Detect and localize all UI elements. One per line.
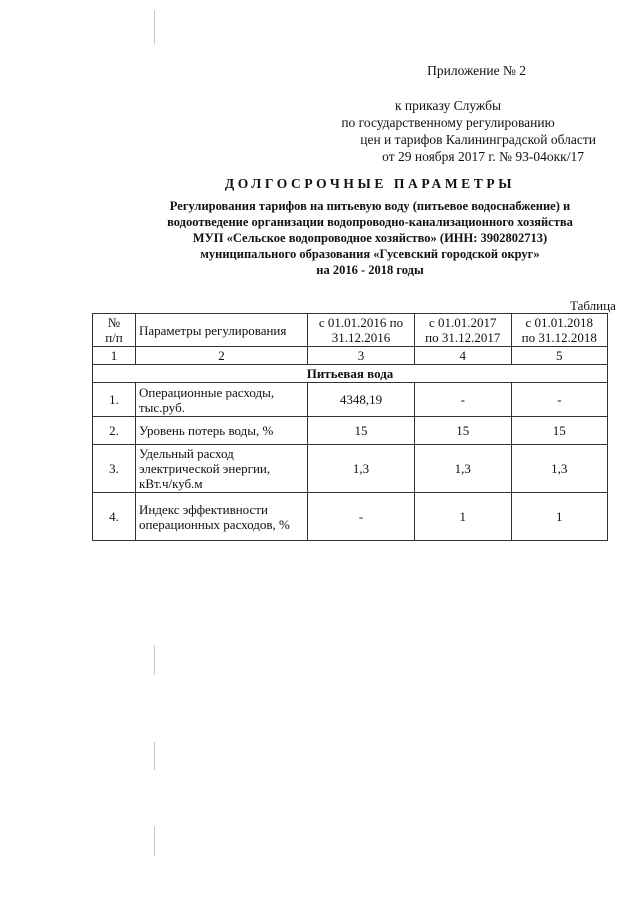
row-parameter: Уровень потерь воды, %: [136, 417, 308, 445]
document-title: ДОЛГОСРОЧНЫЕ ПАРАМЕТРЫ: [224, 176, 516, 191]
row-value-2016: 1,3: [308, 445, 415, 493]
row-value-2016: 15: [308, 417, 415, 445]
appendix-line: к приказу Службы: [394, 98, 502, 113]
row-value-2017: -: [415, 383, 511, 417]
row-number: 3.: [93, 445, 136, 493]
row-value-2018: 15: [511, 417, 607, 445]
scan-artifact-line: [154, 10, 155, 44]
table-row: [93, 417, 608, 445]
appendix-line: цен и тарифов Калининградской области: [360, 132, 596, 147]
row-value-2017: 1,3: [415, 445, 511, 493]
appendix-line: по государственному регулированию: [341, 115, 555, 130]
subtitle-line: Регулирования тарифов на питьевую воду (питьевое водоснабжение) и: [169, 199, 571, 213]
subtitle-line: на 2016 - 2018 годы: [316, 263, 424, 277]
row-parameter: Удельный расход электрической энергии, кВт.ч/куб.м: [136, 445, 308, 493]
row-value-2016: -: [308, 493, 415, 541]
table-header-row: [93, 314, 608, 347]
appendix-block: [300, 62, 596, 165]
table-row: [93, 445, 608, 493]
row-value-2017: 1: [415, 493, 511, 541]
column-index: 3: [308, 347, 415, 365]
column-index: 5: [511, 347, 607, 365]
parameters-table: [92, 313, 608, 541]
section-row: [93, 365, 608, 383]
header-parameter: Параметры регулирования: [136, 314, 308, 347]
header-number: № п/п: [93, 314, 136, 347]
subtitle-line: МУП «Сельское водопроводное хозяйство» (ИНН: 3902802713): [192, 231, 548, 245]
row-value-2018: 1,3: [511, 445, 607, 493]
row-number: 4.: [93, 493, 136, 541]
row-parameter: Индекс эффективности операционных расходов, %: [136, 493, 308, 541]
section-title: Питьевая вода: [93, 365, 608, 383]
table-row: [93, 383, 608, 417]
row-value-2018: -: [511, 383, 607, 417]
table-row: [93, 493, 608, 541]
subtitle-line: муниципального образования «Гусевский городской округ»: [200, 247, 540, 261]
scan-artifact-line: [154, 826, 155, 856]
appendix-line: от 29 ноября 2017 г. № 93-04окк/17: [382, 149, 584, 164]
row-number: 2.: [93, 417, 136, 445]
document-heading: [100, 176, 640, 278]
header-year-2017: с 01.01.2017 по 31.12.2017: [415, 314, 511, 347]
column-index-row: [93, 347, 608, 365]
table-caption: Таблица: [570, 298, 616, 313]
column-index: 1: [93, 347, 136, 365]
header-year-2018: с 01.01.2018 по 31.12.2018: [511, 314, 607, 347]
row-value-2018: 1: [511, 493, 607, 541]
row-number: 1.: [93, 383, 136, 417]
column-index: 2: [136, 347, 308, 365]
scan-artifact-line: [154, 742, 155, 770]
subtitle-line: водоотведение организации водопроводно-канализационного хозяйства: [167, 215, 573, 229]
column-index: 4: [415, 347, 511, 365]
row-parameter: Операционные расходы, тыс.руб.: [136, 383, 308, 417]
row-value-2016: 4348,19: [308, 383, 415, 417]
header-year-2016: с 01.01.2016 по 31.12.2016: [308, 314, 415, 347]
appendix-title: Приложение № 2: [427, 63, 526, 78]
scan-artifact-line: [154, 645, 155, 675]
row-value-2017: 15: [415, 417, 511, 445]
